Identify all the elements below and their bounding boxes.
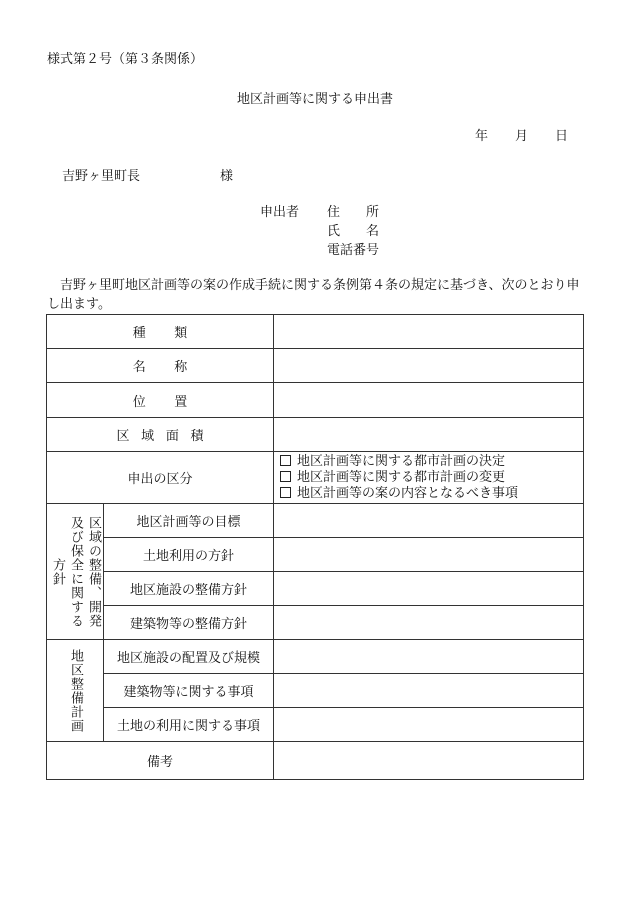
statement-text: 吉野ヶ里町地区計画等の案の作成手続に関する条例第４条の規定に基づき、次のとおり申し出ます。	[47, 278, 580, 312]
land-use-policy-value-cell[interactable]	[274, 538, 584, 572]
category-option-change[interactable]: 地区計画等に関する都市計画の変更	[274, 470, 583, 486]
remarks-value-cell[interactable]	[274, 742, 584, 780]
table-row	[47, 452, 584, 504]
location-value-cell[interactable]	[274, 383, 584, 418]
policy-goal-value-cell[interactable]	[274, 504, 584, 538]
form-number: 様式第２号（第３条関係）	[47, 52, 204, 67]
type-value-cell[interactable]	[274, 315, 584, 349]
table-row	[47, 572, 584, 606]
address-label: 住 所	[327, 205, 380, 220]
table-row	[47, 418, 584, 452]
phone-label: 電話番号	[327, 243, 380, 258]
land-use-matters-value-cell[interactable]	[274, 708, 584, 742]
policy-group-label: 区域の整備、開発及び保全に関する方針	[50, 515, 101, 628]
location-label: 位置	[132, 394, 216, 410]
table-row	[47, 606, 584, 640]
table-row	[47, 674, 584, 708]
name-label: 名称	[132, 360, 216, 375]
policy-row-label: 地区施設の整備方針	[104, 572, 274, 606]
table-row	[47, 349, 584, 383]
policy-row-label: 土地利用の方針	[104, 538, 274, 572]
table-row	[47, 504, 584, 538]
category-option-draft[interactable]: 地区計画等の案の内容となるべき事項	[274, 486, 583, 502]
table-row	[47, 742, 584, 780]
name-label: 氏 名	[327, 224, 380, 239]
category-label: 申出の区分	[127, 472, 193, 487]
remarks-label: 備考	[147, 755, 174, 770]
plan-row-label: 建築物等に関する事項	[104, 674, 274, 708]
table-row	[47, 708, 584, 742]
addressee-name: 吉野ヶ里町長	[62, 169, 141, 184]
page-title: 地区計画等に関する申出書	[236, 92, 393, 107]
checkbox-icon[interactable]	[280, 471, 291, 482]
applicant-block	[260, 203, 387, 260]
plan-group-label: 地区整備計画	[68, 648, 83, 733]
table-row	[47, 538, 584, 572]
date-year: 年	[474, 129, 488, 144]
honorific: 様	[220, 169, 234, 184]
category-options-cell	[274, 452, 584, 504]
table-row	[47, 315, 584, 349]
facility-policy-value-cell[interactable]	[274, 572, 584, 606]
building-policy-value-cell[interactable]	[274, 606, 584, 640]
plan-row-label: 地区施設の配置及び規模	[104, 640, 274, 674]
area-label: 区域面積	[116, 429, 216, 444]
policy-row-label: 建築物等の整備方針	[104, 606, 274, 640]
checkbox-icon[interactable]	[280, 455, 291, 466]
date-month: 月	[514, 129, 528, 144]
category-option-decision[interactable]: 地区計画等に関する都市計画の決定	[274, 454, 583, 470]
plan-row-label: 土地の利用に関する事項	[104, 708, 274, 742]
name-value-cell[interactable]	[274, 349, 584, 383]
checkbox-icon[interactable]	[280, 487, 291, 498]
type-label: 種類	[132, 326, 216, 341]
date-line	[475, 125, 568, 144]
date-day: 日	[554, 129, 568, 144]
table-row	[47, 640, 584, 674]
addressee	[62, 165, 233, 184]
area-value-cell[interactable]	[274, 418, 584, 452]
facility-layout-value-cell[interactable]	[274, 640, 584, 674]
policy-row-label: 地区計画等の目標	[104, 504, 274, 538]
building-matters-value-cell[interactable]	[274, 674, 584, 708]
application-table	[46, 314, 584, 780]
applicant-heading: 申出者	[260, 205, 300, 220]
table-row	[47, 383, 584, 418]
